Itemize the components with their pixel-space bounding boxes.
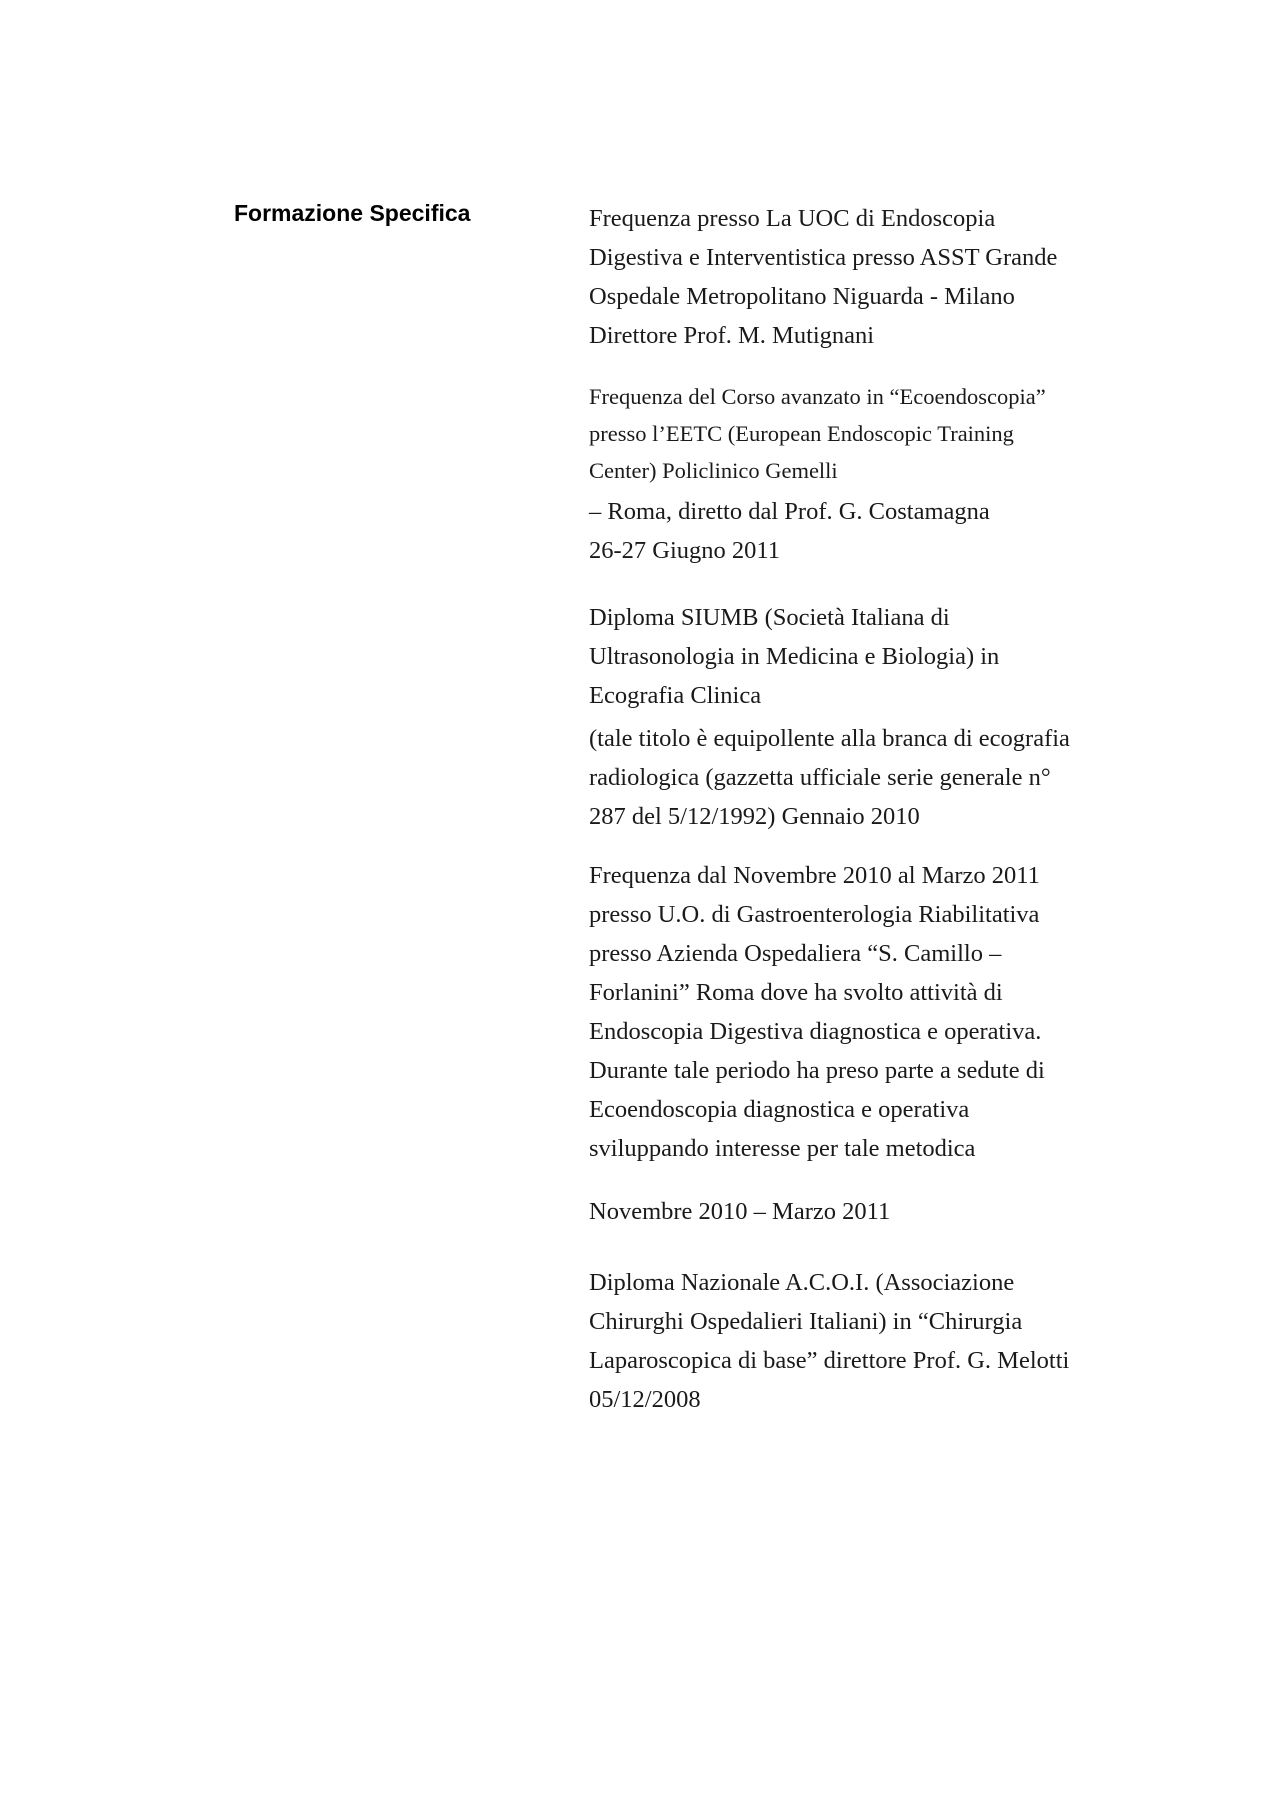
entry-line: Diploma Nazionale A.C.O.I. (Associazione	[589, 1269, 1015, 1296]
entry-line: 287 del 5/12/1992) Gennaio 2010	[589, 803, 920, 830]
entry-line: Novembre 2010 – Marzo 2011	[589, 1198, 891, 1225]
entry-line: Center) Policlinico Gemelli	[589, 458, 838, 483]
entry-line: presso U.O. di Gastroenterologia Riabilitativa	[589, 901, 1040, 928]
entry-line: Digestiva e Interventistica presso ASST Grande	[589, 244, 1058, 271]
entry-line: Endoscopia Digestiva diagnostica e operativa.	[589, 1018, 1042, 1045]
entry-line: sviluppando interesse per tale metodica	[589, 1135, 976, 1162]
entry-acoi-diploma	[589, 1263, 1129, 1419]
entry-line: Ecoendoscopia diagnostica e operativa	[589, 1096, 970, 1123]
entry-niguarda	[589, 199, 1129, 355]
entry-line: presso l’EETC (European Endoscopic Training	[589, 421, 1014, 446]
section-heading: Formazione Specifica	[234, 200, 471, 226]
entry-ecoendoscopia-course	[589, 378, 1129, 570]
entry-line: Ecografia Clinica	[589, 682, 762, 709]
entry-siumb-diploma	[589, 598, 1129, 836]
entry-line: Ultrasonologia in Medicina e Biologia) in	[589, 643, 1000, 670]
entry-line: presso Azienda Ospedaliera “S. Camillo –	[589, 940, 1002, 967]
entry-date-range	[589, 1192, 1129, 1231]
entry-line: Frequenza del Corso avanzato in “Ecoendoscopia”	[589, 384, 1046, 409]
entry-gastroenterologia	[589, 856, 1129, 1168]
entry-line: 26-27 Giugno 2011	[589, 537, 780, 564]
entry-line: Durante tale periodo ha preso parte a sedute di	[589, 1057, 1045, 1084]
entry-line: Frequenza presso La UOC di Endoscopia	[589, 205, 996, 232]
entry-line: Chirurghi Ospedalieri Italiani) in “Chirurgia	[589, 1308, 1023, 1335]
entry-line: – Roma, diretto dal Prof. G. Costamagna	[589, 498, 990, 525]
entry-line: Forlanini” Roma dove ha svolto attività di	[589, 979, 1003, 1006]
entry-line: 05/12/2008	[589, 1386, 701, 1413]
entry-line: Diploma SIUMB (Società Italiana di	[589, 604, 950, 631]
entry-line: Laparoscopica di base” direttore Prof. G. Melotti	[589, 1347, 1070, 1374]
entry-line: Ospedale Metropolitano Niguarda - Milano	[589, 283, 1015, 310]
entry-line: Frequenza dal Novembre 2010 al Marzo 2011	[589, 862, 1040, 889]
entry-line: radiologica (gazzetta ufficiale serie generale n°	[589, 764, 1051, 791]
entry-line: Direttore Prof. M. Mutignani	[589, 322, 875, 349]
entry-line: (tale titolo è equipollente alla branca di ecografia	[589, 725, 1070, 752]
